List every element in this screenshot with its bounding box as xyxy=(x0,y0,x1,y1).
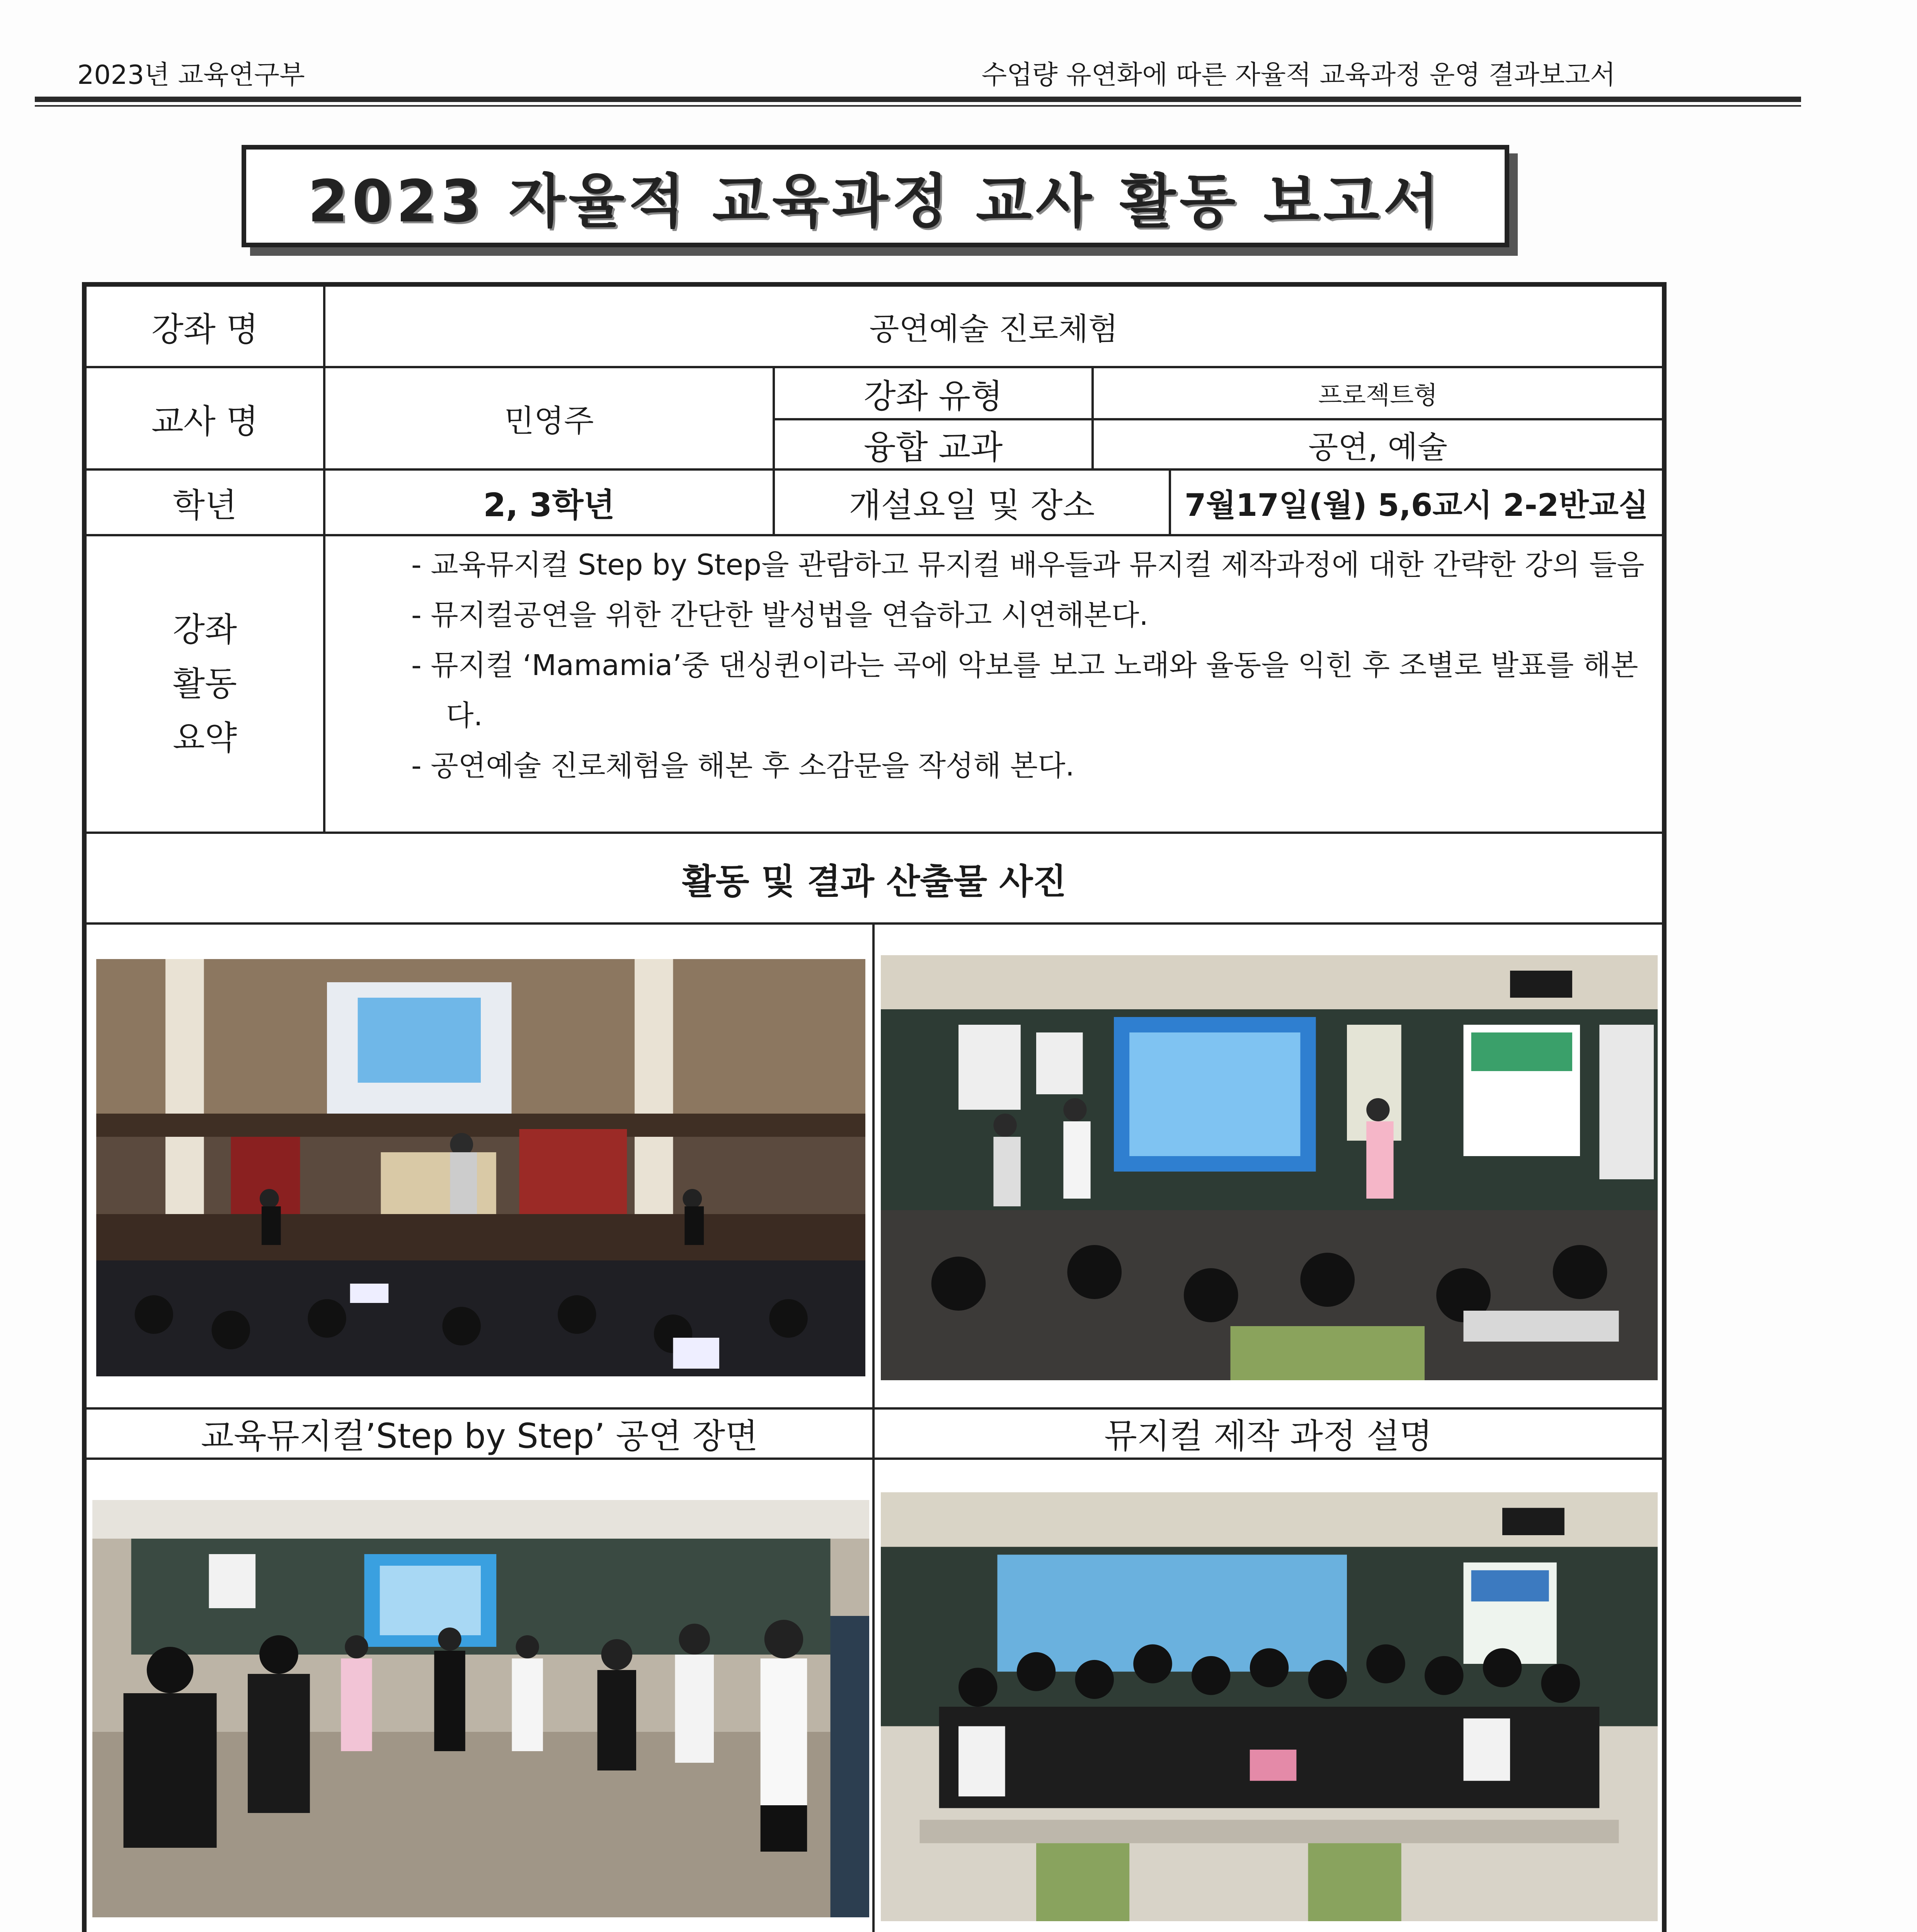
photo-caption: 교육뮤지컬’Step by Step’ 공연 장면 xyxy=(201,1416,758,1456)
course-type-value: 프로젝트형 xyxy=(1318,381,1438,410)
course-name-value: 공연예술 진로체험 xyxy=(869,311,1118,347)
summary-item: - 공연예술 진로체험을 해본 후 소감문을 작성해 본다. xyxy=(411,749,1075,782)
summary-label xyxy=(87,536,323,832)
header-department: 2023년 교육연구부 xyxy=(77,60,305,90)
photo-production-explanation xyxy=(881,955,1658,1380)
teacher-value: 민영주 xyxy=(504,403,594,439)
photo-group xyxy=(881,1492,1658,1921)
header-rule xyxy=(35,97,1801,102)
photos-heading: 활동 및 결과 산출물 사진 xyxy=(682,861,1067,902)
photo-musical-performance xyxy=(96,959,865,1376)
summary-list xyxy=(411,540,1660,791)
header-rule-thin xyxy=(35,105,1801,107)
grade-value: 2, 3학년 xyxy=(483,486,615,524)
schedule-label: 개설요일 및 장소 xyxy=(849,486,1095,525)
subject-label: 융합 교과 xyxy=(863,428,1003,467)
photo-dance-practice xyxy=(92,1500,869,1917)
course-name-label: 강좌 명 xyxy=(151,310,259,349)
summary-item: - 뮤지컬공연을 위한 간단한 발성법을 연습하고 시연해본다. xyxy=(411,599,1148,632)
report-table xyxy=(82,282,1667,1932)
title-box xyxy=(242,145,1509,247)
course-type-label: 강좌 유형 xyxy=(863,377,1003,416)
page-title: 2023 자율적 교육과정 교사 활동 보고서 xyxy=(308,168,1443,235)
summary-item: - 교육뮤지컬 Step by Step을 관람하고 뮤지컬 배우들과 뮤지컬 제작과정에 대한 간략한 강의 들음 xyxy=(411,548,1645,582)
schedule-value: 7월17일(월) 5,6교시 2-2반교실 xyxy=(1184,487,1649,523)
grade-label: 학년 xyxy=(172,486,237,525)
summary-label-line: 요약 xyxy=(172,719,237,757)
summary-label-line: 강좌 xyxy=(172,611,237,649)
teacher-label: 교사 명 xyxy=(151,402,259,441)
photo-caption: 뮤지컬 제작 과정 설명 xyxy=(1104,1416,1432,1456)
summary-label-line: 활동 xyxy=(172,665,237,703)
header-report-title: 수업량 유연화에 따른 자율적 교육과정 운영 결과보고서 xyxy=(981,60,1616,90)
summary-item: - 뮤지컬 ‘Mamamia’중 댄싱퀸이라는 곡에 악보를 보고 노래와 율동을 익힌 후 조별로 발표를 해본다. xyxy=(411,649,1638,732)
subject-value: 공연, 예술 xyxy=(1308,429,1447,465)
